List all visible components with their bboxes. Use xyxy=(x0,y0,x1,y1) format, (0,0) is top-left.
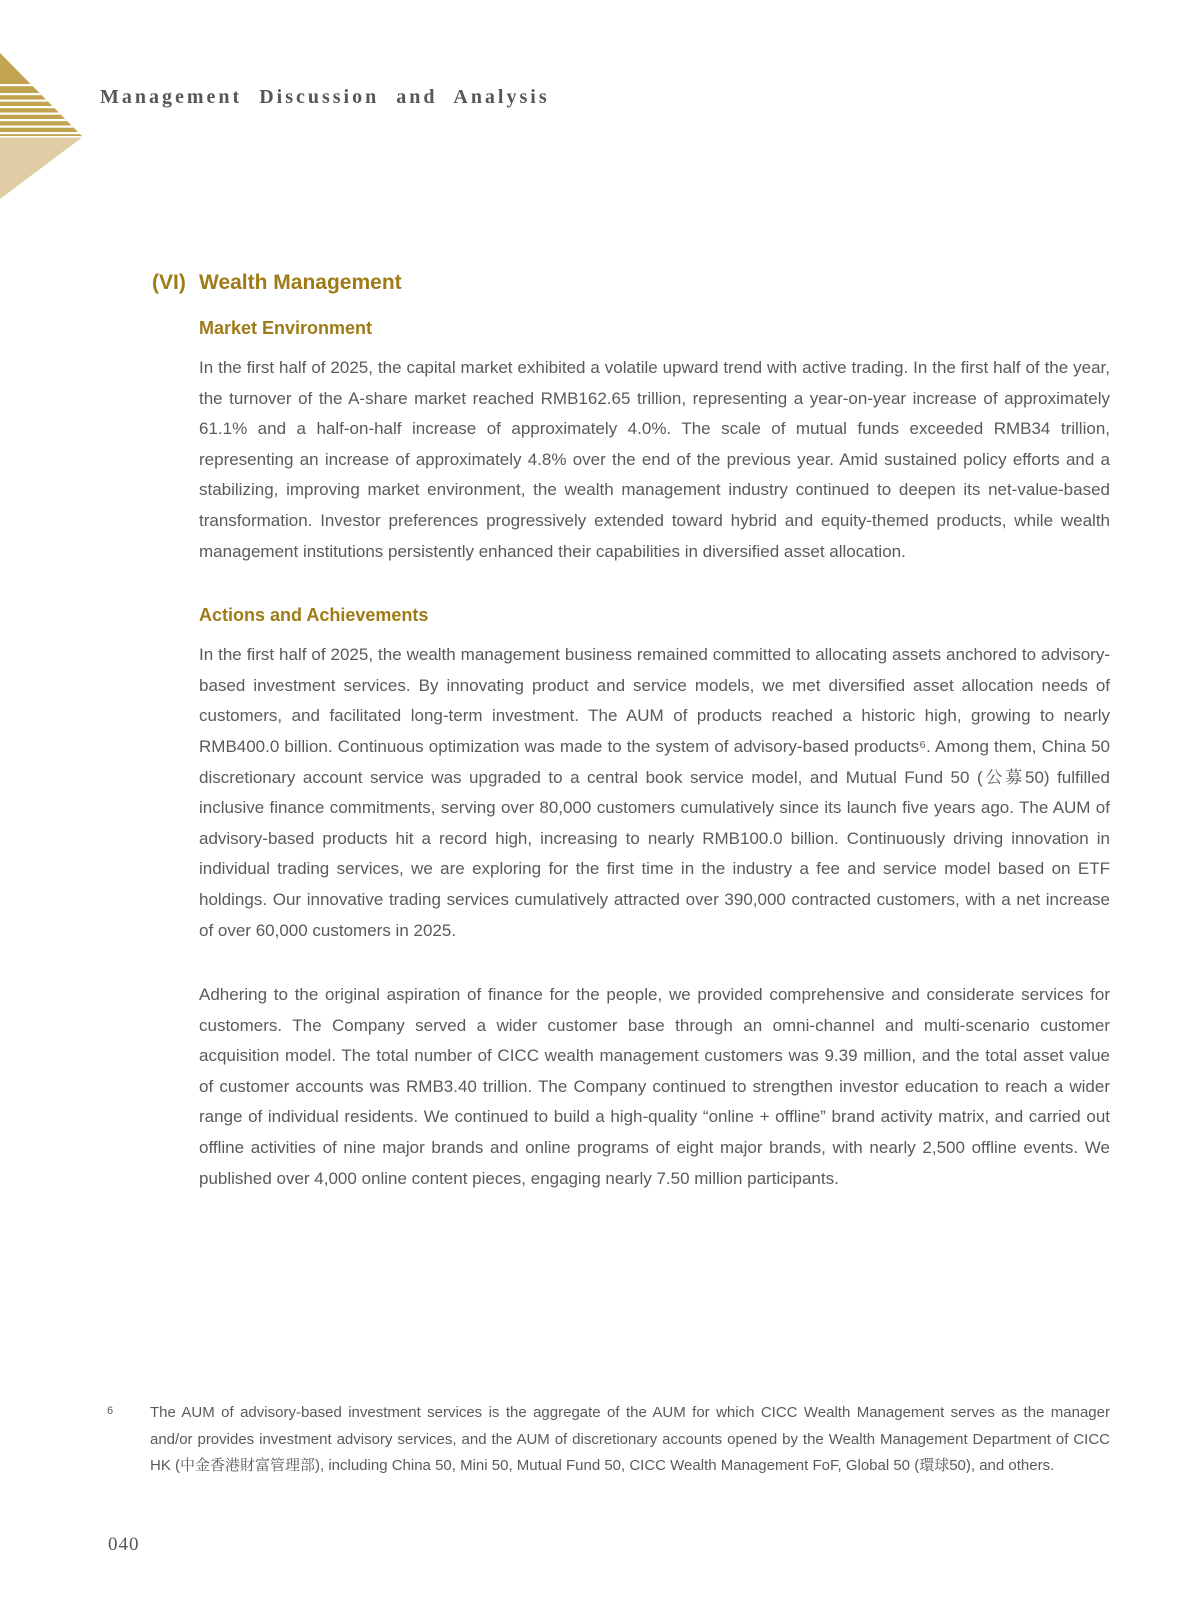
document-title: Management Discussion and Analysis xyxy=(100,86,550,108)
section-number: (VI) xyxy=(152,271,186,294)
page-corner-triangle-icon xyxy=(0,53,82,199)
paragraph-market-environment: In the first half of 2025, the capital market exhibited a volatile upward trend with active trading. In the first half of the year, the turnover of the A-share market reached RMB162.65 trillion, representing a year-on-year increase of approximately 61.1% and a half-on-half increase of approximately 4.0%. The scale of mutual funds exceeded RMB34 trillion, representing an increase of approximately 4.8% over the end of the previous year. Amid sustained policy efforts and a stabilizing, improving market environment, the wealth management industry continued to deepen its net-value-based transformation. Investor preferences progressively extended toward hybrid and equity-themed products, while wealth management institutions persistently enhanced their capabilities in diversified asset allocation. xyxy=(199,358,1110,561)
section-title: Wealth Management xyxy=(199,271,402,294)
triangle-lower xyxy=(0,138,82,200)
paragraph-actions-2: Adhering to the original aspiration of finance for the people, we provided comprehensive and considerate services for customers. The Company served a wider customer base through an omni-channel and multi-scenario customer acquisition model. The total number of CICC wealth management customers was 9.39 million, and the total asset value of customer accounts was RMB3.40 trillion. The Company continued to strengthen investor education to reach a wider range of individual residents. We continued to build a high-quality “online + offline” brand activity matrix, and carried out offline activities of nine major brands and online programs of eight major brands, with nearly 2,500 offline events. We published over 4,000 online content pieces, engaging nearly 7.50 million participants. xyxy=(199,985,1110,1188)
section-wealth-management xyxy=(152,270,1110,1194)
page-number: 040 xyxy=(108,1534,140,1555)
footnote-marker: 6 xyxy=(107,1405,114,1417)
section-body xyxy=(199,317,1110,1194)
subsection-heading-actions-achievements: Actions and Achievements xyxy=(199,605,429,626)
paragraph-actions-1: In the first half of 2025, the wealth management business remained committed to allocating assets anchored to advisory-based investment services. By innovating product and service models, we met diversified asset allocation needs of customers, and facilitated long-term investment. The AUM of products reached a historic high, growing to nearly RMB400.0 billion. Continuous optimization was made to the system of advisory-based products⁶. Among them, China 50 discretionary account service was upgraded to a central book service model, and Mutual Fund 50 (公募50) fulfilled inclusive finance commitments, serving over 80,000 customers cumulatively since its launch five years ago. The AUM of advisory-based products hit a record high, increasing to nearly RMB100.0 billion. Continuously driving innovation in individual trading services, we are exploring for the first time in the industry a fee and service model based on ETF holdings. Our innovative trading services cumulatively attracted over 390,000 contracted customers, with a net increase of over 60,000 customers in 2025. xyxy=(199,645,1110,940)
footnote-text: The AUM of advisory-based investment services is the aggregate of the AUM for which CICC Wealth Management serves as the manager and/or provides investment advisory services, and the AUM of discretionary accounts opened by the Wealth Management Department of CICC HK (中金香港財富管理部), including China 50, Mini 50, Mutual Fund 50, CICC Wealth Management FoF, Global 50 (環球50), and others. xyxy=(150,1404,1110,1474)
footnote xyxy=(107,1400,1110,1480)
subsection-heading-market-environment: Market Environment xyxy=(199,318,373,338)
section-heading xyxy=(152,270,1110,296)
